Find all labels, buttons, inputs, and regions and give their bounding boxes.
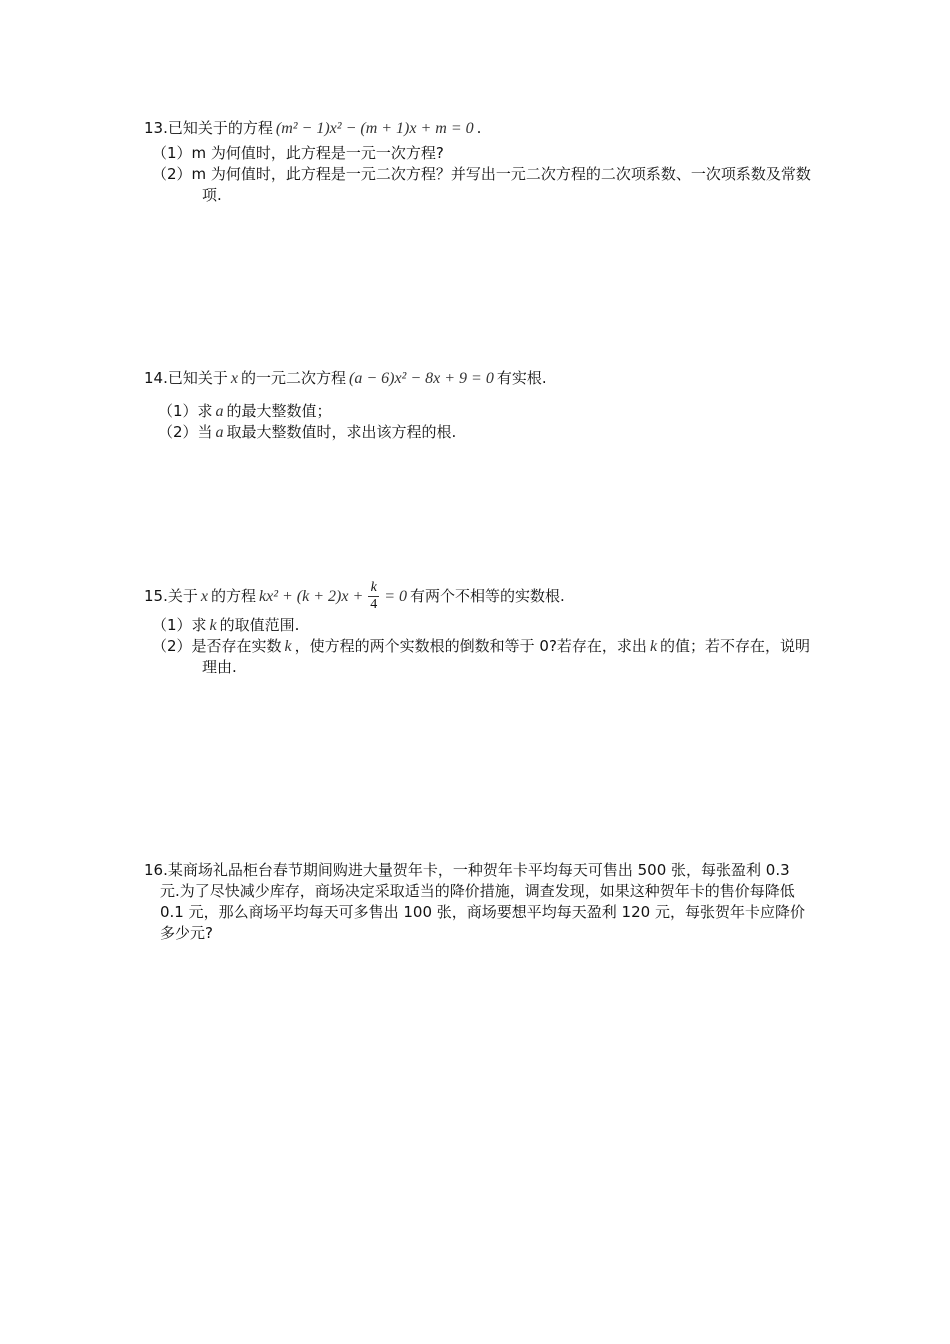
problem-13 — [144, 118, 814, 206]
problem-14-q1-suffix: 的最大整数值； — [226, 402, 332, 420]
problem-15-equation-right: = 0 — [384, 588, 408, 605]
problem-15-stem-suffix: 有两个不相等的实数根. — [410, 587, 565, 605]
problem-15-q1-suffix: 的取值范围. — [219, 616, 300, 634]
problem-15-q1-prefix: （1）求 — [152, 616, 207, 634]
problem-15-q2-variable: k — [284, 638, 292, 655]
problem-14-question-1 — [144, 401, 814, 422]
problem-15-q2-mid: ，使方程的两个实数根的倒数和等于 0?若存在，求出 — [294, 637, 647, 655]
problem-15-variable: x — [200, 588, 208, 605]
fraction-numerator: k — [368, 580, 379, 597]
fraction-denominator: 4 — [370, 597, 378, 612]
problem-13-stem-prefix: 13.已知关于的方程 — [144, 119, 273, 137]
problem-14-q2-suffix: 取最大整数值时，求出该方程的根. — [226, 423, 457, 441]
problem-14-variable: x — [230, 370, 238, 387]
problem-14-q1-variable: a — [215, 403, 224, 420]
problem-14-stem — [144, 368, 814, 389]
problem-14-stem-prefix: 14.已知关于 — [144, 369, 228, 387]
problem-13-stem-suffix: . — [476, 119, 482, 137]
problem-15-q2-suffix: 的值；若不存在，说明理由. — [202, 637, 811, 676]
problem-14-stem-suffix: 有实根. — [496, 369, 547, 387]
problem-13-stem — [144, 118, 814, 139]
problem-15-question-2 — [144, 636, 814, 678]
spacer — [144, 389, 814, 401]
problem-13-question-2: （2）m 为何值时，此方程是一元二次方程？并写出一元二次方程的二次项系数、一次项系数及常数项. — [152, 165, 811, 204]
problem-14-q2-prefix: （2）当 — [158, 423, 213, 441]
problem-15-stem-prefix: 15.关于 — [144, 587, 198, 605]
problem-13-equation: (m² − 1)x² − (m + 1)x + m = 0 — [275, 120, 474, 137]
problem-15-fraction — [368, 580, 379, 613]
problem-15-equation-left: kx² + (k + 2)x + — [258, 588, 364, 605]
problem-14-q2-variable: a — [215, 424, 224, 441]
problem-15 — [144, 580, 814, 678]
problem-14 — [144, 368, 814, 443]
problem-15-stem-mid: 的方程 — [210, 587, 256, 605]
problem-15-q2-prefix: （2）是否存在实数 — [152, 637, 282, 655]
problem-16-text: 16.某商场礼品柜台春节期间购进大量贺年卡，一种贺年卡平均每天可售出 500 张，每张盈利 0.3 元.为了尽快减少库存，商场决定采取适当的降价措施，调查发现，如果这种贺年卡的售价每降低 0.1 元，那么商场平均每天可多售出 100 张，商场要想平均每天盈利 120 元，每张贺年卡应降价多少元? — [144, 861, 805, 942]
problem-15-q2-variable-2: k — [649, 638, 658, 655]
problem-15-stem — [144, 580, 814, 613]
problem-14-question-2 — [144, 422, 814, 443]
problem-13-question-1: （1）m 为何值时，此方程是一元一次方程? — [152, 144, 444, 162]
problem-14-stem-mid: 的一元二次方程 — [240, 369, 346, 387]
problem-14-equation: (a − 6)x² − 8x + 9 = 0 — [348, 370, 494, 387]
problem-16 — [144, 860, 814, 944]
problem-15-q1-variable: k — [209, 617, 217, 634]
problem-15-question-1 — [144, 615, 814, 636]
problem-14-q1-prefix: （1）求 — [158, 402, 213, 420]
